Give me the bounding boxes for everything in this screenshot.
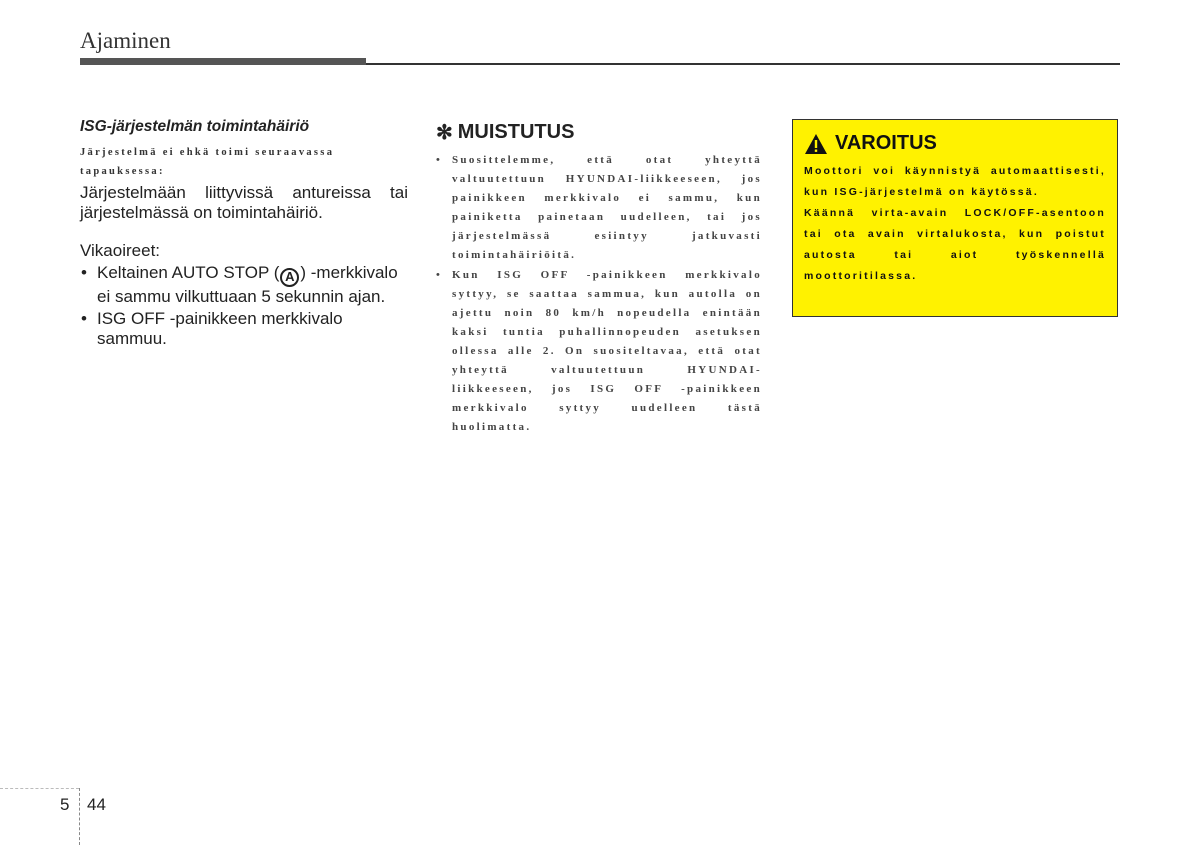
warning-box: [792, 119, 1118, 317]
page-number-divider: [79, 788, 80, 845]
note-column: [436, 120, 762, 438]
intro-text: Järjestelmä ei ehkä toimi seuraavassa tapauksessa:: [80, 147, 335, 177]
warning-triangle-icon: [804, 133, 828, 155]
warning-paragraph: Käännä virta-avain LOCK/OFF-asentoon tai ota avain virtalukosta, kun poistut autosta tai aiot työskennellä moottoritilassa.: [804, 207, 1106, 282]
symptoms-label: Vikaoireet:: [80, 241, 161, 260]
bullet1-text-end: ) -merkkivalo ei sammu vilkuttuaan 5 sekunnin ajan.: [97, 263, 398, 306]
bullet1-text-start: Keltainen AUTO STOP (: [97, 263, 280, 282]
footer-rule: [0, 788, 79, 789]
warning-paragraph: Moottori voi käynnistyä automaattisesti, kun ISG-järjestelmä on käytössä.: [804, 165, 1106, 198]
body-paragraph: Järjestelmään liittyvissä antureissa tai järjestelmässä on toimintahäiriö.: [80, 183, 408, 222]
warning-heading-text: VAROITUS: [835, 132, 937, 154]
header-rule-thin: [366, 63, 1120, 65]
section-title: ISG-järjestelmän toimintahäiriö: [80, 118, 310, 135]
symptoms-list: [80, 263, 408, 349]
note-heading: [436, 120, 762, 145]
page-header-title: Ajaminen: [80, 28, 171, 53]
page-number: 44: [87, 795, 106, 814]
note-list: [436, 151, 762, 437]
left-column: [80, 118, 408, 351]
asterisk-icon: ✻: [436, 122, 453, 144]
list-item: [80, 263, 408, 307]
list-item: • Kun ISG OFF -painikkeen merkkivalo syttyy, se saattaa sammua, kun autolla on ajettu noin 80 km/h nopeudella enintään kaksi tuntia puhallinnopeuden asetuksen ollessa alle 2. On suositeltavaa, että otat yhteyttä valtuutettuun HYUNDAI-liikkeeseen, jos ISG OFF -painikkeen merkkivalo syttyy uudelleen tästä huolimatta.: [436, 266, 762, 437]
header-rule-thick: [80, 58, 366, 65]
note-heading-text: MUISTUTUS: [457, 121, 575, 143]
list-item: • ISG OFF -painikkeen merkkivalo sammuu.: [80, 309, 408, 349]
section-number: 5: [60, 795, 70, 814]
warning-heading: [804, 132, 1106, 155]
list-item: • Suosittelemme, että otat yhteyttä valtuutettuun HYUNDAI-liikkeeseen, jos painikkeen merkkivalo ei sammu, kun painiketta painetaan uudelleen, tai jos järjestelmässä esiintyy jatkuvasti toimintahäiriöitä.: [436, 151, 762, 265]
auto-stop-icon: A: [280, 268, 299, 287]
